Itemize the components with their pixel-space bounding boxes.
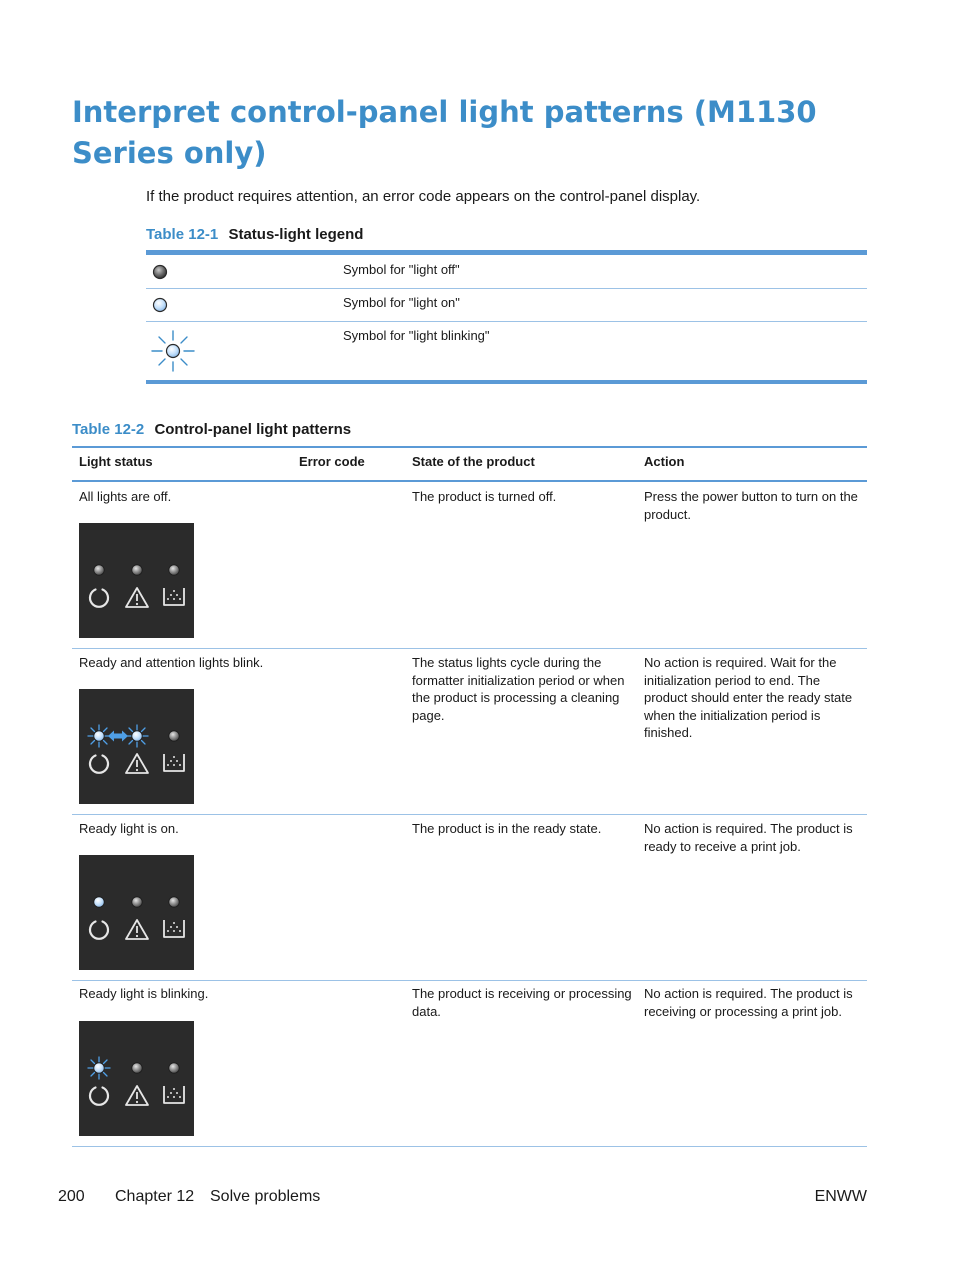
table2-header-bar <box>72 480 867 482</box>
page-number: 200 <box>58 1188 85 1205</box>
footer-section: Solve problems <box>210 1188 321 1205</box>
ready-light <box>94 565 104 575</box>
toner-light <box>169 897 179 907</box>
header-light-status: Light status <box>79 454 153 469</box>
attention-light <box>132 1063 142 1073</box>
intro-text: If the product requires attention, an error code appears on the control-panel display. <box>146 188 701 205</box>
action-cell: No action is required. The product is ready to receive a print job. <box>644 821 853 854</box>
header-state: State of the product <box>412 454 535 469</box>
page-title: Interpret control-panel light patterns (M1130 Series only) <box>72 95 817 170</box>
table2-row-divider <box>72 1146 867 1147</box>
legend-label: Symbol for "light on" <box>343 295 460 310</box>
control-panel-image <box>79 855 194 970</box>
ready-light <box>94 1063 104 1073</box>
legend-label: Symbol for "light blinking" <box>343 328 490 343</box>
action-cell: No action is required. Wait for the initialization period to end. The product should enter the ready state when the initialization period is finished. <box>644 655 853 740</box>
footer-doc-code: ENWW <box>814 1188 867 1205</box>
toner-light <box>169 1063 179 1073</box>
light-on-icon <box>151 296 169 314</box>
light-off-icon <box>151 263 169 281</box>
state-cell: The product is turned off. <box>412 489 557 504</box>
header-action: Action <box>644 454 685 469</box>
ready-light <box>94 731 104 741</box>
table2-row-divider <box>72 814 867 815</box>
toner-light <box>169 565 179 575</box>
table1-bottom-bar <box>146 380 867 384</box>
legend-label: Symbol for "light off" <box>343 262 460 277</box>
table1-caption <box>146 226 363 243</box>
table1-row-divider <box>146 288 867 289</box>
control-panel-image <box>79 1021 194 1136</box>
table2-number: Table 12-2 <box>72 421 145 438</box>
light-status-cell: Ready light is blinking. <box>79 986 209 1001</box>
light-status-cell: All lights are off. <box>79 489 172 504</box>
table2-title: Control-panel light patterns <box>154 421 352 438</box>
state-cell: The status lights cycle during the formatter initialization period or when the product is processing a cleaning page. <box>412 655 625 723</box>
light-blinking-icon <box>151 329 195 373</box>
table1-number: Table 12-1 <box>146 226 219 243</box>
control-panel-image <box>79 523 194 638</box>
action-cell: No action is required. The product is receiving or processing a print job. <box>644 986 853 1019</box>
table1-top-bar <box>146 250 867 255</box>
table2-row-divider <box>72 980 867 981</box>
action-cell: Press the power button to turn on the product. <box>644 489 858 522</box>
table2-top-bar <box>72 446 867 448</box>
table2-caption <box>72 421 351 438</box>
attention-light <box>132 565 142 575</box>
table1-row-divider <box>146 321 867 322</box>
header-error-code: Error code <box>299 454 365 469</box>
control-panel-image <box>79 689 194 804</box>
attention-light <box>132 731 142 741</box>
ready-light <box>94 897 104 907</box>
light-status-cell: Ready light is on. <box>79 821 179 836</box>
state-cell: The product is receiving or processing data. <box>412 986 632 1019</box>
footer-chapter: Chapter 12 <box>115 1188 195 1205</box>
light-status-cell: Ready and attention lights blink. <box>79 655 264 670</box>
table2-row-divider <box>72 648 867 649</box>
state-cell: The product is in the ready state. <box>412 821 602 836</box>
attention-light <box>132 897 142 907</box>
table1-title: Status-light legend <box>228 226 364 243</box>
toner-light <box>169 731 179 741</box>
